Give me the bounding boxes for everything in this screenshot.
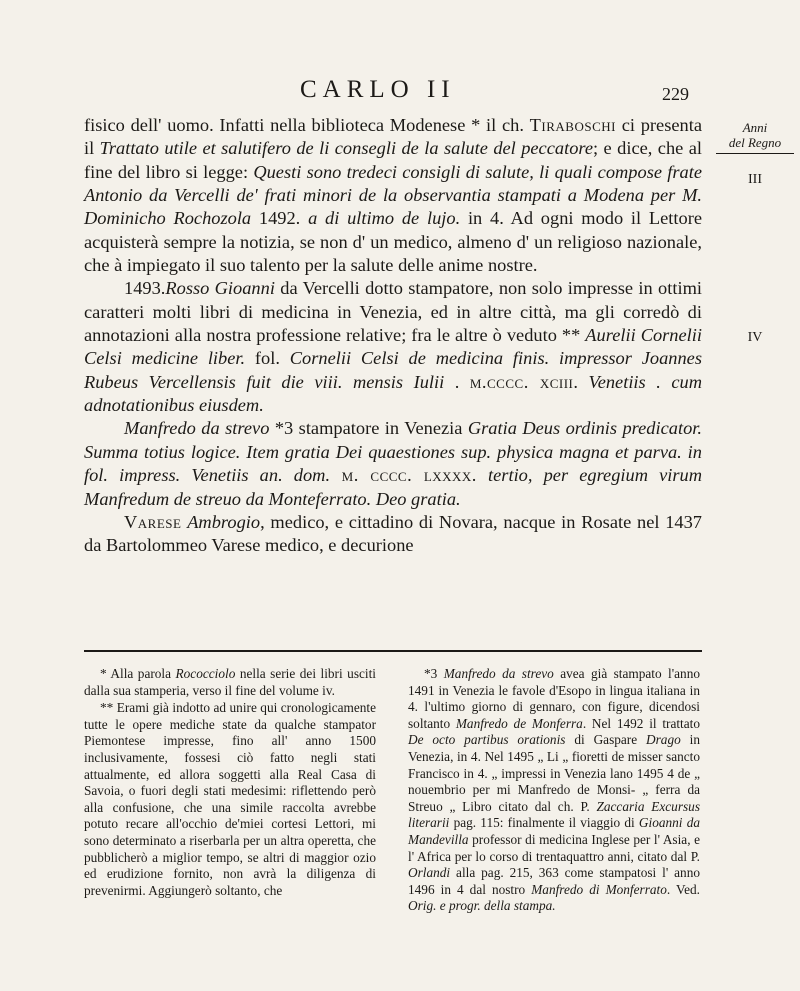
paragraph-rosso-gioanni bbox=[84, 277, 702, 417]
footnote-term: Manfredo da strevo bbox=[443, 666, 554, 681]
footnote-term: Manfredo di Monferrato bbox=[531, 881, 667, 897]
text-run: professor di medicina Inglese per l' Asia, e l' Africa per lo corso di trentaquattro anni, citato dal P. bbox=[408, 831, 700, 864]
entry-name: Ambrogio bbox=[187, 511, 261, 532]
footnote-term: Rococciolo bbox=[175, 666, 236, 681]
book-title-trattato: Trattato utile et salutifero de li consegli de la salute del peccatore bbox=[99, 138, 594, 159]
footnotes-left-column bbox=[84, 666, 376, 900]
entry-surname: Varese bbox=[124, 511, 182, 532]
margin-regnal-year-4: IV bbox=[747, 330, 763, 345]
colophon-quote: Cornelii Celsi de medicina finis. impressor Joannes Rubeus Vercellensis fuit die viii. mensis Iulii bbox=[84, 348, 702, 392]
text-run: fol. bbox=[245, 348, 290, 369]
text-run: fisico dell' uomo. Infatti nella biblioteca Modenese * il ch. bbox=[84, 115, 530, 135]
colophon-quote: tertio, per egregium virum Manfredum de streuo da Monteferrato. Deo gratia. bbox=[84, 465, 703, 509]
text-run: nella serie dei libri usciti dalla sua stamperia, verso il fine del volume iv. bbox=[84, 666, 376, 698]
author-name-tiraboschi: Tiraboschi bbox=[529, 115, 616, 135]
text-run: * Alla parola bbox=[100, 666, 176, 681]
page-header bbox=[0, 76, 800, 106]
text-run: in 4. Ad ogni modo il Lettore acquisterà sempre la notizia, se non d' un medico, almeno d' un religioso nazionale, che à impiegato il suo talento per la salute delle anime nostre. bbox=[84, 208, 702, 276]
page-number: 229 bbox=[662, 84, 689, 104]
roman-date: m. cccc. lxxxx. bbox=[330, 465, 477, 486]
footnote-2: ** Erami già indotto ad unire qui cronologicamente tutte le opere mediche state da qualche stampator Piemontese impresse, fino all' anno 1500 inclusivamente, fossesi ciò fatto negli stati attualmente, ed allora soggetti alla Real Casa di Savoia, o fuori degli stati medesimi: riflettendo però alla confusione, che una simile raccolta avrebbe potuto recare all'occhio de'miei cortesi Lettori, mi sono determinato a riserbarla per un altra operetta, che pubblicherò a miglior tempo, se altri di maggior ozio ed erudizione fornito, non avrà la diligenza di prevenirmi. Aggiungerò soltanto, che bbox=[84, 700, 376, 898]
text-run: . bbox=[573, 371, 589, 392]
text-run: avea già stampato l'anno 1491 in Venezia le favole d'Esopo in lingua italiana in 4. l'ultimo giorno di gennaro, con figure, dicendosi soltanto bbox=[408, 666, 700, 731]
text-run: 1492. bbox=[251, 208, 309, 229]
footnote-term: Drago bbox=[646, 732, 681, 748]
margin-note-line2: del Regno bbox=[728, 135, 782, 150]
paragraph-varese bbox=[84, 511, 702, 558]
text-run: ci presenta il bbox=[84, 115, 702, 159]
text-run: di Gaspare bbox=[565, 732, 647, 748]
text-run: . Nel 1492 il trattato bbox=[582, 715, 700, 731]
margin-note-anni-del-regno bbox=[712, 120, 798, 157]
text-run: in Venezia, in 4. Nel 1495 „ Li „ fioretti de misser sancto Francisco in 4. „ impressi in Venezia lano 1495 4 de „ nouembrio per mi Manfredo de Monsi- „ ferra da Streuo „ Libro citato dal ch. P. bbox=[408, 732, 701, 814]
footnote-3 bbox=[408, 666, 700, 915]
footnotes-right-column bbox=[408, 666, 700, 916]
text-run: alla pag. 215, 363 come stampatosi l' anno 1496 in 4 dal nostro bbox=[408, 865, 700, 897]
colophon-quote: Questi sono tredeci consigli di salute, li quali compose frate Antonio da Vercelli de' frati minori de la observantia stampati a Modena per M. Dominicho Rochozola bbox=[84, 161, 703, 229]
entry-year: 1493. bbox=[124, 278, 166, 299]
book-title: Aurelii Cornelii Celsi medicine liber. bbox=[84, 325, 702, 369]
colophon-date: a di ultimo de lujo. bbox=[308, 208, 461, 229]
text-run: *3 stampatore in Venezia bbox=[269, 418, 468, 439]
footnote-term: Orig. e progr. della stampa. bbox=[408, 898, 556, 914]
entry-name: Manfredo da strevo bbox=[124, 418, 270, 439]
text-run: ; e dice, che al fine del libro si legge: bbox=[84, 138, 702, 182]
text-run: . bbox=[444, 371, 470, 392]
margin-note-rule bbox=[716, 153, 794, 154]
footnote-separator bbox=[84, 650, 702, 652]
footnote-term: Gioanni da Mandevilla bbox=[408, 815, 700, 847]
footnote-term: Orlandi bbox=[408, 865, 451, 881]
entry-name: Rosso Gioanni bbox=[165, 278, 275, 299]
text-run: , medico, e cittadino di Novara, nacque in Rosate nel 1437 da Bartolommeo Varese medico, e decurione bbox=[84, 511, 702, 556]
main-text bbox=[84, 114, 702, 558]
colophon-quote: Venetiis . cum adnotationibus eiusdem. bbox=[84, 371, 702, 416]
text-run: da Vercelli dotto stampatore, non solo impresse in ottimi caratteri molti libri di medicina in Venezia, ed in altre città, ma gli corredò di annotazioni alla nostra professione relative; fra le altre ò veduto ** bbox=[84, 278, 702, 346]
running-title: CARLO II bbox=[300, 76, 456, 103]
text-run: . Ved. bbox=[666, 881, 700, 897]
text-run: pag. 115: finalmente il viaggio di bbox=[449, 815, 639, 831]
roman-date: m.cccc. xciii bbox=[469, 371, 574, 392]
paragraph-manfredo bbox=[84, 417, 702, 510]
footnote-term: Zaccaria Excursus literarii bbox=[408, 798, 700, 831]
footnote-term: Manfredo de Monferra bbox=[455, 715, 583, 731]
margin-note-line1: Anni bbox=[742, 120, 768, 135]
book-title: Gratia Deus ordinis predicator. Summa totius logice. Item gratia Dei quaestiones sup. physica magna et parva. in fol. impress. Venetiis an. dom. bbox=[84, 418, 702, 486]
footnote-term: De octo partibus orationis bbox=[408, 732, 566, 748]
text-run: *3 bbox=[424, 666, 444, 681]
footnote-1 bbox=[84, 666, 376, 699]
margin-regnal-year-3: III bbox=[748, 172, 762, 187]
paragraph-fisico bbox=[84, 114, 702, 277]
